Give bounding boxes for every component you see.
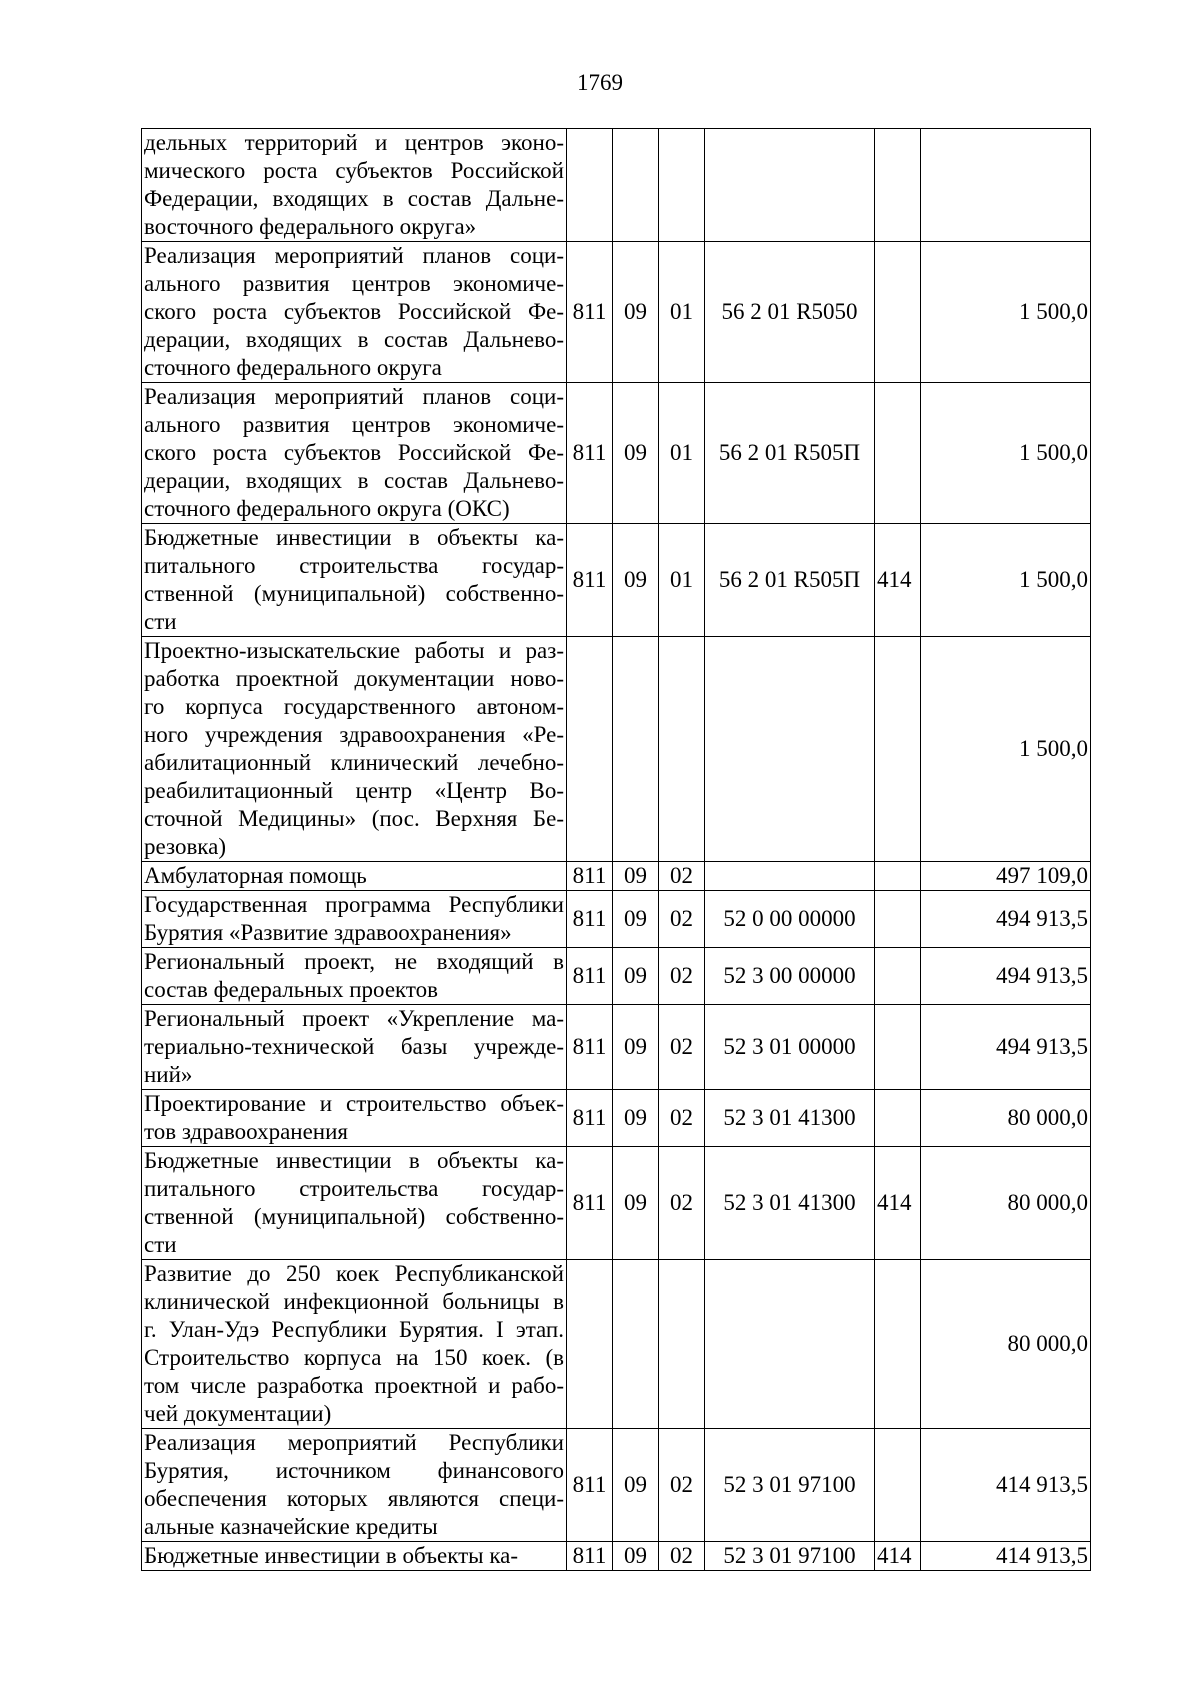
- description-line: Амбулаторная помощь: [144, 863, 367, 888]
- ved-cell: [567, 1260, 613, 1429]
- description-cell: [142, 1090, 567, 1147]
- subsection-cell: [659, 1260, 705, 1429]
- description-line: сточной Медицины» (пос. Верхняя Бе-: [144, 806, 564, 831]
- amount-cell: 494 913,5: [921, 1005, 1091, 1090]
- subsection-cell: [659, 129, 705, 242]
- target-article-cell: 52 3 01 41300: [705, 1147, 875, 1260]
- expense-type-cell: 414: [875, 1147, 921, 1260]
- description-line: ственной (муниципальной) собственно-: [144, 1204, 564, 1229]
- target-article-cell: 52 3 01 97100: [705, 1429, 875, 1542]
- description-cell: [142, 242, 567, 383]
- ved-cell: 811: [567, 242, 613, 383]
- description-line: Бурятия «Развитие здравоохранения»: [144, 920, 512, 945]
- amount-cell: 80 000,0: [921, 1090, 1091, 1147]
- subsection-cell: 02: [659, 1429, 705, 1542]
- description-line: резовка): [144, 834, 226, 859]
- table-row: [142, 1542, 1091, 1571]
- subsection-cell: 02: [659, 1542, 705, 1571]
- description-line: том числе разработка проектной и рабо-: [144, 1373, 564, 1398]
- table-row: [142, 948, 1091, 1005]
- description-line: дельных территорий и центров эконо-: [144, 130, 564, 155]
- table-row: [142, 637, 1091, 862]
- description-cell: [142, 1429, 567, 1542]
- description-line: восточного федерального округа»: [144, 214, 477, 239]
- subsection-cell: 02: [659, 862, 705, 891]
- expense-type-cell: [875, 1090, 921, 1147]
- subsection-cell: 02: [659, 1090, 705, 1147]
- description-line: ального развития центров экономиче-: [144, 412, 564, 437]
- description-line: Бюджетные инвестиции в объекты ка-: [144, 525, 564, 550]
- amount-cell: 1 500,0: [921, 524, 1091, 637]
- ved-cell: [567, 129, 613, 242]
- description-line: питального строительства государ-: [144, 553, 564, 578]
- description-line: сти: [144, 1232, 177, 1257]
- description-cell: [142, 948, 567, 1005]
- ved-cell: 811: [567, 1005, 613, 1090]
- description-line: териально-технической базы учрежде-: [144, 1034, 564, 1059]
- table-row: [142, 862, 1091, 891]
- section-cell: [613, 637, 659, 862]
- description-line: ского роста субъектов Российской Фе-: [144, 299, 564, 324]
- ved-cell: 811: [567, 1429, 613, 1542]
- description-line: Проектно-изыскательские работы и раз-: [144, 638, 564, 663]
- table-row: [142, 383, 1091, 524]
- expense-type-cell: [875, 242, 921, 383]
- amount-cell: [921, 129, 1091, 242]
- table-row: [142, 1429, 1091, 1542]
- description-line: сточного федерального округа (ОКС): [144, 496, 510, 521]
- description-line: ного учреждения здравоохранения «Ре-: [144, 722, 564, 747]
- description-line: ского роста субъектов Российской Фе-: [144, 440, 564, 465]
- description-line: г. Улан-Удэ Республики Бурятия. I этап.: [144, 1317, 564, 1342]
- section-cell: 09: [613, 1429, 659, 1542]
- table-row: [142, 129, 1091, 242]
- description-line: Развитие до 250 коек Республиканской: [144, 1261, 564, 1286]
- target-article-cell: [705, 129, 875, 242]
- expense-type-cell: [875, 383, 921, 524]
- description-line: сти: [144, 609, 177, 634]
- amount-cell: 494 913,5: [921, 948, 1091, 1005]
- ved-cell: 811: [567, 862, 613, 891]
- table-row: [142, 891, 1091, 948]
- target-article-cell: [705, 862, 875, 891]
- subsection-cell: [659, 637, 705, 862]
- expense-type-cell: [875, 129, 921, 242]
- description-cell: [142, 1147, 567, 1260]
- budget-table: [141, 128, 1091, 1571]
- table-body: [142, 129, 1091, 1571]
- ved-cell: 811: [567, 1542, 613, 1571]
- subsection-cell: 01: [659, 383, 705, 524]
- table-row: [142, 1147, 1091, 1260]
- description-line: Бюджетные инвестиции в объекты ка-: [144, 1543, 519, 1568]
- description-line: клинической инфекционной больницы в: [144, 1289, 564, 1314]
- amount-cell: 414 913,5: [921, 1429, 1091, 1542]
- description-cell: [142, 1260, 567, 1429]
- description-line: сточного федерального округа: [144, 355, 442, 380]
- amount-cell: 1 500,0: [921, 242, 1091, 383]
- description-line: Реализация мероприятий планов соци-: [144, 384, 564, 409]
- description-line: абилитационный клинический лечебно-: [144, 750, 564, 775]
- section-cell: 09: [613, 1005, 659, 1090]
- ved-cell: 811: [567, 1090, 613, 1147]
- subsection-cell: 02: [659, 891, 705, 948]
- description-cell: [142, 524, 567, 637]
- ved-cell: 811: [567, 948, 613, 1005]
- description-line: тов здравоохранения: [144, 1119, 348, 1144]
- description-line: Федерации, входящих в состав Дальне-: [144, 186, 564, 211]
- section-cell: 09: [613, 1542, 659, 1571]
- ved-cell: 811: [567, 1147, 613, 1260]
- subsection-cell: 02: [659, 948, 705, 1005]
- description-cell: [142, 1542, 567, 1571]
- section-cell: [613, 1260, 659, 1429]
- target-article-cell: 52 3 01 00000: [705, 1005, 875, 1090]
- description-line: Региональный проект «Укрепление ма-: [144, 1006, 564, 1031]
- description-cell: [142, 891, 567, 948]
- description-line: Государственная программа Республики: [144, 892, 564, 917]
- ved-cell: [567, 637, 613, 862]
- expense-type-cell: [875, 1005, 921, 1090]
- description-line: дерации, входящих в состав Дальнево-: [144, 327, 564, 352]
- amount-cell: 1 500,0: [921, 637, 1091, 862]
- table-row: [142, 1260, 1091, 1429]
- target-article-cell: [705, 1260, 875, 1429]
- subsection-cell: 02: [659, 1147, 705, 1260]
- description-line: работка проектной документации ново-: [144, 666, 564, 691]
- expense-type-cell: [875, 1260, 921, 1429]
- description-line: Реализация мероприятий Республики: [144, 1430, 564, 1455]
- amount-cell: 494 913,5: [921, 891, 1091, 948]
- description-line: дерации, входящих в состав Дальнево-: [144, 468, 564, 493]
- description-line: обеспечения которых являются специ-: [144, 1486, 564, 1511]
- expense-type-cell: [875, 862, 921, 891]
- page-number: 1769: [577, 70, 623, 95]
- amount-cell: 414 913,5: [921, 1542, 1091, 1571]
- description-line: Проектирование и строительство объек-: [144, 1091, 564, 1116]
- target-article-cell: [705, 637, 875, 862]
- description-line: питального строительства государ-: [144, 1176, 564, 1201]
- description-line: Реализация мероприятий планов соци-: [144, 243, 564, 268]
- target-article-cell: 52 3 01 41300: [705, 1090, 875, 1147]
- description-cell: [142, 862, 567, 891]
- section-cell: 09: [613, 242, 659, 383]
- description-cell: [142, 383, 567, 524]
- description-line: ального развития центров экономиче-: [144, 271, 564, 296]
- description-line: реабилитационный центр «Центр Во-: [144, 778, 564, 803]
- description-cell: [142, 1005, 567, 1090]
- amount-cell: 497 109,0: [921, 862, 1091, 891]
- section-cell: [613, 129, 659, 242]
- description-line: альные казначейские кредиты: [144, 1514, 438, 1539]
- table-row: [142, 1005, 1091, 1090]
- section-cell: 09: [613, 891, 659, 948]
- description-line: состав федеральных проектов: [144, 977, 439, 1002]
- expense-type-cell: 414: [875, 524, 921, 637]
- section-cell: 09: [613, 524, 659, 637]
- description-line: чей документации): [144, 1401, 332, 1426]
- expense-type-cell: [875, 891, 921, 948]
- target-article-cell: 56 2 01 R505П: [705, 524, 875, 637]
- target-article-cell: 52 0 00 00000: [705, 891, 875, 948]
- description-line: мического роста субъектов Российской: [144, 158, 564, 183]
- subsection-cell: 01: [659, 524, 705, 637]
- amount-cell: 80 000,0: [921, 1260, 1091, 1429]
- section-cell: 09: [613, 948, 659, 1005]
- subsection-cell: 01: [659, 242, 705, 383]
- section-cell: 09: [613, 862, 659, 891]
- description-line: ний»: [144, 1062, 193, 1087]
- ved-cell: 811: [567, 524, 613, 637]
- description-cell: [142, 129, 567, 242]
- description-line: ственной (муниципальной) собственно-: [144, 581, 564, 606]
- description-cell: [142, 637, 567, 862]
- table-row: [142, 524, 1091, 637]
- table-row: [142, 1090, 1091, 1147]
- section-cell: 09: [613, 383, 659, 524]
- expense-type-cell: [875, 1429, 921, 1542]
- description-line: Бурятия, источником финансового: [144, 1458, 564, 1483]
- amount-cell: 1 500,0: [921, 383, 1091, 524]
- ved-cell: 811: [567, 891, 613, 948]
- target-article-cell: 52 3 01 97100: [705, 1542, 875, 1571]
- subsection-cell: 02: [659, 1005, 705, 1090]
- amount-cell: 80 000,0: [921, 1147, 1091, 1260]
- target-article-cell: 56 2 01 R505П: [705, 383, 875, 524]
- section-cell: 09: [613, 1090, 659, 1147]
- expense-type-cell: 414: [875, 1542, 921, 1571]
- description-line: Региональный проект, не входящий в: [144, 949, 564, 974]
- expense-type-cell: [875, 948, 921, 1005]
- section-cell: 09: [613, 1147, 659, 1260]
- ved-cell: 811: [567, 383, 613, 524]
- description-line: Строительство корпуса на 150 коек. (в: [144, 1345, 564, 1370]
- expense-type-cell: [875, 637, 921, 862]
- table-row: [142, 242, 1091, 383]
- target-article-cell: 56 2 01 R5050: [705, 242, 875, 383]
- description-line: Бюджетные инвестиции в объекты ка-: [144, 1148, 564, 1173]
- description-line: го корпуса государственного автоном-: [144, 694, 564, 719]
- target-article-cell: 52 3 00 00000: [705, 948, 875, 1005]
